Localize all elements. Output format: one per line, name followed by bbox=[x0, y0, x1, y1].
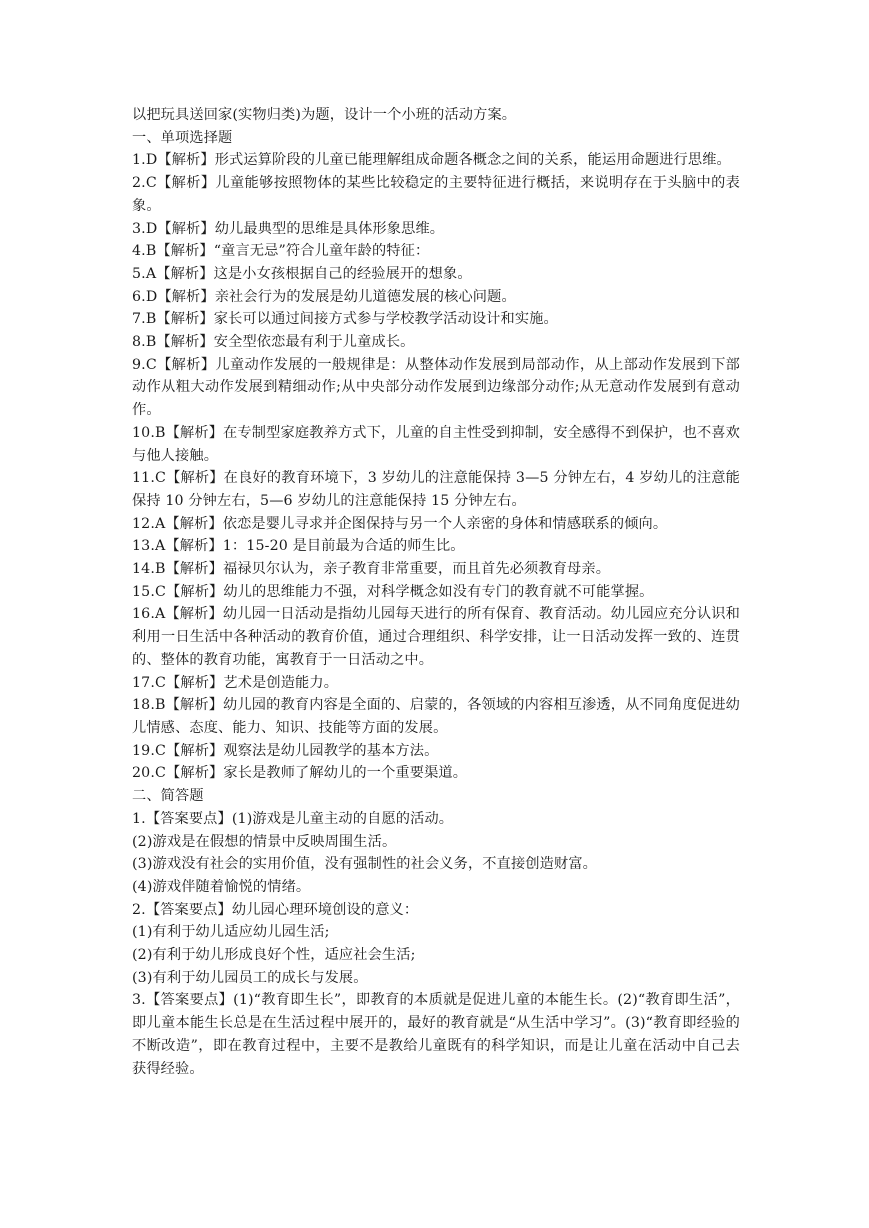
answer-item-18: 18.B【解析】幼儿园的教育内容是全面的、启蒙的，各领域的内容相互渗透，从不同角度促进幼儿情感、态度、能力、知识、技能等方面的发展。 bbox=[132, 697, 740, 736]
answer-item-9: 9.C【解析】儿童动作发展的一般规律是：从整体动作发展到局部动作，从上部动作发展到下部动作从粗大动作发展到精细动作;从中央部分动作发展到边缘部分动作;从无意动作发展到有意动作。 bbox=[132, 356, 740, 419]
short-answer-2-point-2: (2)有利于幼儿形成良好个性，适应社会生活; bbox=[132, 947, 416, 964]
answer-item-4: 4.B【解析】“童言无忌”符合儿童年龄的特征： bbox=[132, 243, 430, 260]
short-answer-1-point-4: (4)游戏伴随着愉悦的情绪。 bbox=[132, 878, 311, 895]
short-answer-1-point-2: (2)游戏是在假想的情景中反映周围生活。 bbox=[132, 833, 397, 850]
section-heading-single-choice: 一、单项选择题 bbox=[132, 129, 233, 146]
answer-item-12: 12.A【解析】依恋是婴儿寻求并企图保持与另一个人亲密的身体和情感联系的倾向。 bbox=[132, 515, 668, 532]
section-heading-short-answer: 二、简答题 bbox=[132, 788, 204, 805]
short-answer-1-point-3: (3)游戏没有社会的实用价值，没有强制性的社会义务，不直接创造财富。 bbox=[132, 856, 598, 873]
short-answer-2-point-1: (1)有利于幼儿适应幼儿园生活; bbox=[132, 924, 330, 941]
document-body bbox=[132, 104, 740, 1080]
answer-item-5: 5.A【解析】这是小女孩根据自己的经验展开的想象。 bbox=[132, 265, 472, 282]
answer-item-15: 15.C【解析】幼儿的思维能力不强，对科学概念如没有专门的教育就不可能掌握。 bbox=[132, 583, 654, 600]
answer-item-7: 7.B【解析】家长可以通过间接方式参与学校教学活动设计和实施。 bbox=[132, 311, 558, 328]
short-answer-1: 1.【答案要点】(1)游戏是儿童主动的自愿的活动。 bbox=[132, 810, 454, 827]
answer-item-2: 2.C【解析】儿童能够按照物体的某些比较稳定的主要特征进行概括，来说明存在于头脑中的表象。 bbox=[132, 175, 740, 214]
short-answer-3: 3.【答案要点】(1)“教育即生长”，即教育的本质就是促进儿童的本能生长。(2)“教育即生活”，即儿童本能生长总是在生活过程中展开的，最好的教育就是“从生活中学习”。(3)“教育即经验的不断改造”，即在教育过程中，主要不是教给儿童既有的科学知识，而是让儿童在活动中自己去获得经验。 bbox=[132, 992, 740, 1077]
answer-item-17: 17.C【解析】艺术是创造能力。 bbox=[132, 674, 339, 691]
answer-item-16: 16.A【解析】幼儿园一日活动是指幼儿园每天进行的所有保育、教育活动。幼儿园应充分认识和利用一日生活中各种活动的教育价值，通过合理组织、科学安排，让一日活动发挥一致的、连贯的、整体的教育功能，寓教育于一日活动之中。 bbox=[132, 606, 740, 668]
answer-item-20: 20.C【解析】家长是教师了解幼儿的一个重要渠道。 bbox=[132, 765, 468, 782]
answer-item-1: 1.D【解析】形式运算阶段的儿童已能理解组成命题各概念之间的关系，能运用命题进行思维。 bbox=[132, 152, 731, 169]
short-answer-2: 2.【答案要点】幼儿园心理环境创设的意义： bbox=[132, 901, 419, 918]
answer-item-8: 8.B【解析】安全型依恋最有利于儿童成长。 bbox=[132, 334, 415, 351]
answer-item-3: 3.D【解析】幼儿最典型的思维是具体形象思维。 bbox=[132, 220, 445, 237]
answer-item-13: 13.A【解析】1：15-20 是目前最为合适的师生比。 bbox=[132, 538, 465, 555]
short-answer-2-point-3: (3)有利于幼儿园员工的成长与发展。 bbox=[132, 969, 368, 986]
answer-item-10: 10.B【解析】在专制型家庭教养方式下，儿童的自主性受到抑制，安全感得不到保护，也不喜欢与他人接触。 bbox=[132, 424, 740, 464]
answer-item-19: 19.C【解析】观察法是幼儿园教学的基本方法。 bbox=[132, 742, 439, 759]
answer-item-6: 6.D【解析】亲社会行为的发展是幼儿道德发展的核心问题。 bbox=[132, 288, 516, 305]
answer-item-11: 11.C【解析】在良好的教育环境下，3 岁幼儿的注意能保持 3—5 分钟左右，4 岁幼儿的注意能保持 10 分钟左右，5—6 岁幼儿的注意能保持 15 分钟左右。 bbox=[132, 470, 740, 509]
paragraph-intro: 以把玩具送回家(实物归类)为题，设计一个小班的活动方案。 bbox=[132, 107, 517, 123]
answer-item-14: 14.B【解析】福禄贝尔认为，亲子教育非常重要，而且首先必须教育母亲。 bbox=[132, 561, 611, 578]
